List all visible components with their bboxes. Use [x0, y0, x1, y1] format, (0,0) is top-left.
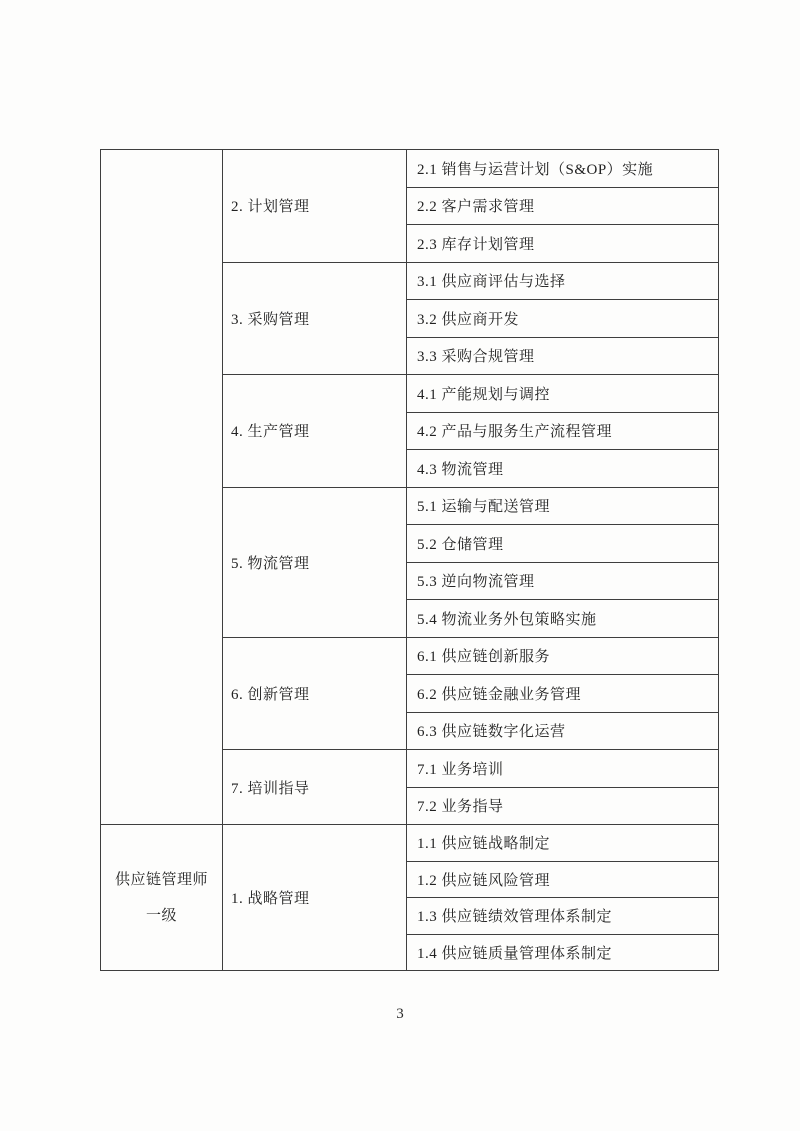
occupation-function-table	[100, 149, 719, 971]
work-item-cell: 4.1 产能规划与调控	[407, 375, 719, 413]
category-cell-production: 4. 生产管理	[223, 375, 407, 488]
category-cell-strategy: 1. 战略管理	[223, 825, 407, 971]
work-item-cell: 5.4 物流业务外包策略实施	[407, 600, 719, 638]
work-item-cell: 6.1 供应链创新服务	[407, 637, 719, 675]
category-cell-logistics: 5. 物流管理	[223, 487, 407, 637]
work-item-cell: 7.1 业务培训	[407, 750, 719, 788]
work-item-cell: 5.2 仓储管理	[407, 525, 719, 563]
work-item-cell: 5.1 运输与配送管理	[407, 487, 719, 525]
work-item-cell: 5.3 逆向物流管理	[407, 562, 719, 600]
work-item-cell: 2.1 销售与运营计划（S&OP）实施	[407, 150, 719, 188]
category-cell-planning: 2. 计划管理	[223, 150, 407, 263]
work-item-cell: 4.2 产品与服务生产流程管理	[407, 412, 719, 450]
work-item-cell: 4.3 物流管理	[407, 450, 719, 488]
category-cell-innovation: 6. 创新管理	[223, 637, 407, 750]
work-item-cell: 2.2 客户需求管理	[407, 187, 719, 225]
work-item-cell: 3.1 供应商评估与选择	[407, 262, 719, 300]
category-cell-procurement: 3. 采购管理	[223, 262, 407, 375]
work-item-cell: 1.4 供应链质量管理体系制定	[407, 934, 719, 971]
occupation-level: 一级	[145, 907, 177, 924]
work-item-cell: 3.3 采购合规管理	[407, 337, 719, 375]
category-cell-training: 7. 培训指导	[223, 750, 407, 825]
work-item-cell: 3.2 供应商开发	[407, 300, 719, 338]
occupation-name: 供应链管理师	[114, 871, 208, 888]
work-item-cell: 1.1 供应链战略制定	[407, 825, 719, 862]
page-number: 3	[396, 1006, 404, 1022]
occupation-cell-level1	[101, 825, 223, 971]
work-item-cell: 6.2 供应链金融业务管理	[407, 675, 719, 713]
work-item-cell: 6.3 供应链数字化运营	[407, 712, 719, 750]
occupation-cell-blank	[101, 150, 223, 825]
work-item-cell: 1.2 供应链风险管理	[407, 861, 719, 898]
work-item-cell: 1.3 供应链绩效管理体系制定	[407, 898, 719, 935]
work-item-cell: 7.2 业务指导	[407, 787, 719, 825]
work-item-cell: 2.3 库存计划管理	[407, 225, 719, 263]
